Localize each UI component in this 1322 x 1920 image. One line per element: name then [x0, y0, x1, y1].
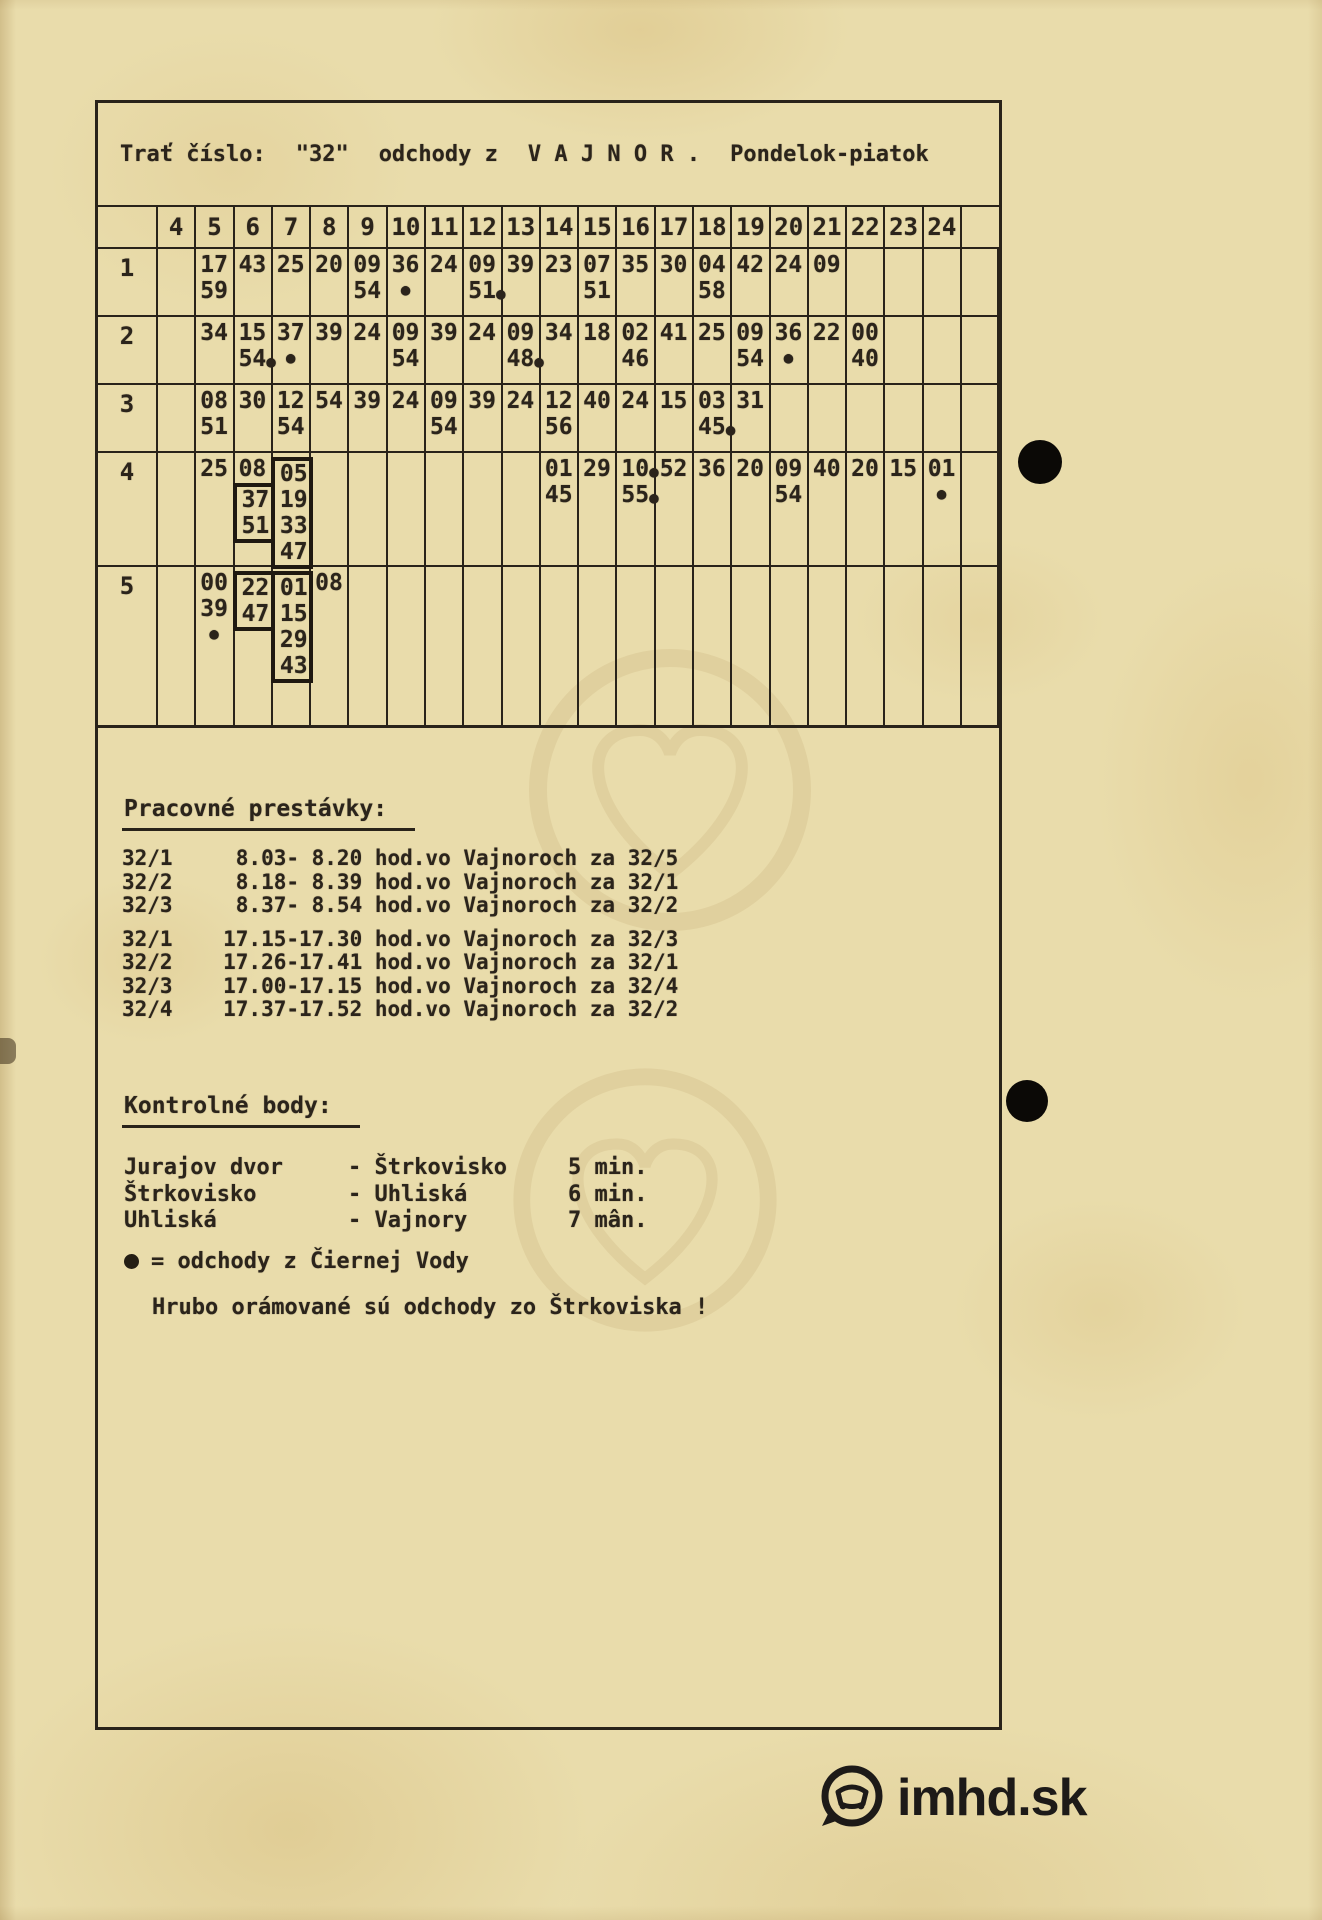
timetable-cell: [388, 567, 426, 725]
timetable-cell: [694, 249, 732, 317]
hour-header-cell: 11: [426, 207, 464, 249]
minute-value: 19: [279, 487, 308, 513]
timetable-cell: [388, 317, 426, 385]
run-number: 4: [98, 453, 158, 567]
timetable-cell: [579, 453, 617, 567]
minute-value: 20: [315, 252, 343, 278]
minute-value: 18: [583, 320, 611, 346]
minute-value: 31: [736, 388, 764, 414]
legend-bold-line: Hrubo orámované sú odchody zo Štrkoviska !: [152, 1295, 709, 1320]
minute-value: 09: [429, 388, 458, 414]
punch-hole: [1006, 1080, 1048, 1122]
minute-value: 56: [544, 414, 573, 440]
minute-value: 29: [279, 627, 308, 653]
minute-value: 24: [621, 388, 650, 414]
timetable-cell: [694, 317, 732, 385]
timetable-cell: [235, 385, 273, 453]
control-point-cell: 5 min.: [568, 1155, 648, 1180]
timetable-cell: [924, 317, 962, 385]
minute-value: 51: [200, 414, 228, 440]
title-label: Trať číslo:: [120, 141, 266, 167]
minute-value: 12: [276, 388, 305, 414]
minute-value: 43: [279, 653, 308, 679]
minute-value: 39: [506, 252, 535, 278]
timetable-cell: [273, 317, 311, 385]
breaks-group: [122, 847, 678, 918]
timetable-title: [98, 103, 999, 207]
timetable-cell: [273, 567, 311, 725]
timetable-cell: [196, 249, 234, 317]
timetable-cell: [885, 385, 923, 453]
minute-value: 47: [279, 539, 308, 565]
break-line: 32/2 8.18- 8.39 hod.vo Vajnoroch za 32/1: [122, 869, 679, 894]
minute-value: 07: [583, 252, 611, 278]
minute-value: 46: [621, 346, 650, 372]
control-point-cell: - Štrkovisko: [348, 1155, 507, 1180]
timetable-cell: [503, 249, 541, 317]
minute-value: 25: [200, 456, 228, 482]
minute-value: 36: [774, 320, 803, 346]
row-sliver: [962, 567, 999, 725]
minute-value: 29: [583, 456, 611, 482]
minute-value: 09: [353, 252, 382, 278]
timetable-cell: [426, 317, 464, 385]
timetable-cell: [311, 249, 349, 317]
timetable-cell: [694, 385, 736, 453]
minute-value: 00: [200, 570, 228, 596]
minute-value: 25: [276, 252, 305, 278]
timetable-cell: [885, 317, 923, 385]
control-point-row: [124, 1182, 647, 1209]
minute-value: 45: [544, 482, 573, 508]
timetable-cell: [464, 249, 506, 317]
minute-value: 37: [276, 320, 305, 346]
minute-value: 15: [238, 320, 267, 346]
timetable-cell: [349, 385, 387, 453]
minute-value: 39: [429, 320, 458, 346]
minute-value: 55●: [621, 482, 659, 508]
timetable-cell: [541, 317, 579, 385]
timetable-cell: [809, 249, 847, 317]
timetable-cell: [771, 317, 809, 385]
control-point-row: [124, 1208, 647, 1235]
timetable-cell: [847, 567, 885, 725]
break-line: 32/3 8.37- 8.54 hod.vo Vajnoroch za 32/2: [122, 893, 679, 917]
break-line: 32/4 17.37-17.52 hod.vo Vajnoroch za 32/2: [122, 997, 679, 1021]
hour-header-cell: 12: [464, 207, 502, 249]
departure-dot: ●: [495, 284, 506, 303]
minute-value: 08: [315, 570, 343, 596]
minute-value: 22: [241, 575, 270, 601]
timetable-cell: [196, 317, 234, 385]
minute-value: 00: [851, 320, 879, 346]
timetable-cell: [273, 249, 311, 317]
departure-dot: ●: [649, 462, 659, 481]
timetable-cell: [503, 567, 541, 725]
minute-value: 20: [736, 456, 764, 482]
hour-header-cell: 23: [885, 207, 923, 249]
timetable-cell: [885, 567, 923, 725]
timetable-cell: [924, 453, 962, 567]
timetable-cell: [771, 385, 809, 453]
timetable-cell: [541, 385, 579, 453]
minute-value: 40: [812, 456, 841, 482]
timetable-cell: [579, 249, 617, 317]
timetable-cell: [541, 567, 579, 725]
minute-value: 51: [241, 513, 270, 539]
timetable-cell: [809, 567, 847, 725]
timetable-cell: [885, 249, 923, 317]
row-sliver: [962, 249, 999, 317]
break-line: 32/2 17.26-17.41 hod.vo Vajnoroch za 32/1: [122, 950, 679, 974]
minute-value: 34: [544, 320, 573, 346]
timetable-cell: [349, 249, 387, 317]
timetable-cell: [426, 567, 464, 725]
timetable-cell: [503, 317, 544, 385]
departure-dot: ●: [783, 348, 794, 367]
minute-value: 45●: [697, 414, 736, 440]
minute-value: 42: [736, 252, 764, 278]
departure-dot: ●: [725, 420, 736, 439]
timetable-cell: [158, 249, 196, 317]
break-line: 32/1 17.15-17.30 hod.vo Vajnoroch za 32/3: [122, 926, 679, 951]
hour-header-cell: 10: [388, 207, 426, 249]
minute-value: 41: [659, 320, 688, 346]
timetable-cell: [426, 385, 464, 453]
minute-value: 22: [812, 320, 841, 346]
minute-value: 09: [468, 252, 496, 278]
timetable-cell: [847, 249, 885, 317]
imhd-logo-icon: [815, 1762, 887, 1834]
document-frame: [95, 100, 1002, 1730]
minute-value: 17: [200, 252, 228, 278]
timetable-cell: [847, 385, 885, 453]
timetable-cell: [732, 385, 770, 453]
hour-header-empty: [98, 207, 158, 249]
hour-header-cell: 9: [349, 207, 387, 249]
hour-header-cell: 15: [579, 207, 617, 249]
timetable-cell: [847, 453, 885, 567]
bold-frame: [271, 571, 313, 683]
timetable-cell: [349, 453, 387, 567]
scan-smudge: [0, 1038, 16, 1064]
minute-value: 01: [927, 456, 956, 482]
timetable-cell: [311, 385, 349, 453]
timetable-cell: [273, 385, 311, 453]
timetable-cell: [809, 453, 847, 567]
timetable-cell: [924, 249, 962, 317]
control-point-cell: 6 min.: [568, 1181, 648, 1207]
imhd-logo: [815, 1762, 1087, 1834]
hour-header-cell: 8: [311, 207, 349, 249]
departures-grid: [98, 207, 999, 728]
hour-header-cell: 20: [771, 207, 809, 249]
minute-value: 39: [315, 320, 343, 346]
timetable-cell: [235, 317, 276, 385]
minute-value: 09: [391, 320, 420, 346]
timetable-cell: [694, 567, 732, 725]
timetable-cell: [158, 567, 196, 725]
minute-value: 54: [276, 414, 305, 440]
hour-header-cell: 14: [541, 207, 579, 249]
departure-dot: ●: [534, 352, 544, 371]
timetable-cell: [158, 453, 196, 567]
minute-value: 08: [238, 456, 267, 482]
punch-hole: [1018, 440, 1062, 484]
timetable-cell: [924, 567, 962, 725]
minute-value: 12: [544, 388, 573, 414]
timetable-cell: [579, 567, 617, 725]
run-number: 2: [98, 317, 158, 385]
minute-value: 09: [736, 320, 764, 346]
legend-dot-line: [124, 1249, 469, 1274]
minute-value: 40: [583, 388, 611, 414]
run-number: 3: [98, 385, 158, 453]
minute-value: 36: [391, 252, 420, 278]
timetable-cell: [656, 249, 694, 317]
title-station: V A J N O R .: [527, 141, 701, 167]
timetable-cell: [656, 385, 694, 453]
hour-header-cell: 17: [656, 207, 694, 249]
minute-value: 51●: [468, 278, 506, 304]
hour-header-cell: 18: [694, 207, 732, 249]
minute-value: 24: [429, 252, 458, 278]
timetable-cell: [656, 567, 694, 725]
breaks-list: [122, 847, 678, 1032]
timetable-cell: [541, 453, 579, 567]
run-number: 1: [98, 249, 158, 317]
minute-value: 30: [659, 252, 688, 278]
breaks-group: [122, 928, 678, 1022]
minute-value: 25: [697, 320, 726, 346]
timetable-cell: [388, 453, 426, 567]
timetable-cell: [617, 385, 655, 453]
minute-value: 08: [200, 388, 228, 414]
timetable-cell: [464, 453, 502, 567]
minute-value: 10●: [621, 456, 659, 482]
timetable-cell: [656, 453, 694, 567]
timetable-cell: [311, 317, 349, 385]
timetable-cell: [732, 567, 770, 725]
minute-value: 54: [315, 388, 343, 414]
timetable-cell: [235, 249, 273, 317]
timetable-cell: [732, 317, 770, 385]
minute-value: 24: [353, 320, 382, 346]
breaks-heading: Pracovné prestávky:: [122, 796, 415, 831]
timetable-cell: [426, 453, 464, 567]
row-sliver: [962, 317, 999, 385]
bold-frame: [233, 483, 275, 543]
minute-value: 59: [200, 278, 228, 304]
departure-dot: ●: [400, 280, 411, 299]
minute-value: 09: [774, 456, 803, 482]
timetable-cell: [809, 317, 847, 385]
timetable-cell: [235, 567, 273, 725]
hour-header-cell: 5: [196, 207, 234, 249]
timetable-cell: [196, 567, 234, 725]
timetable-cell: [847, 317, 885, 385]
hour-header-cell: 13: [503, 207, 541, 249]
minute-value: 24: [468, 320, 496, 346]
timetable-cell: [349, 317, 387, 385]
timetable-cell: [617, 567, 655, 725]
control-point-cell: - Vajnory: [348, 1208, 468, 1233]
timetable-cell: [809, 385, 847, 453]
minute-value: 52: [659, 456, 688, 482]
timetable-cell: [617, 317, 655, 385]
timetable-cell: [885, 453, 923, 567]
hour-header-cell: 4: [158, 207, 196, 249]
minute-value: 15: [659, 388, 688, 414]
timetable-cell: [503, 385, 541, 453]
minute-value: 54: [736, 346, 764, 372]
timetable-cell: [464, 317, 502, 385]
minute-value: 15: [889, 456, 918, 482]
minute-value: 01: [544, 456, 573, 482]
departure-dot: ●: [209, 624, 219, 643]
title-route-number: "32": [295, 141, 349, 167]
timetable-cell: [656, 317, 694, 385]
timetable-cell: [426, 249, 464, 317]
timetable-cell: [273, 453, 311, 567]
break-line: 32/1 8.03- 8.20 hod.vo Vajnoroch za 32/5: [122, 846, 679, 870]
timetable-cell: [732, 453, 770, 567]
timetable-cell: [579, 317, 617, 385]
timetable-cell: [579, 385, 617, 453]
timetable-cell: [158, 385, 196, 453]
minute-value: 05: [279, 461, 308, 487]
hour-header-cell: 7: [273, 207, 311, 249]
hour-header-cell: 21: [809, 207, 847, 249]
timetable-cell: [771, 453, 809, 567]
timetable-cell: [503, 453, 541, 567]
timetable-cell: [771, 567, 809, 725]
control-points-list: [124, 1155, 647, 1235]
control-points-heading: Kontrolné body:: [122, 1093, 360, 1128]
control-point-cell: Štrkovisko: [124, 1181, 257, 1207]
timetable-cell: [732, 249, 770, 317]
timetable-cell: [311, 453, 349, 567]
timetable-cell: [771, 249, 809, 317]
timetable-cell: [388, 249, 426, 317]
timetable-cell: [158, 317, 196, 385]
timetable-cell: [541, 249, 579, 317]
minute-value: 54: [391, 346, 420, 372]
minute-value: 54●: [238, 346, 276, 372]
timetable-cell: [196, 385, 234, 453]
break-line: 32/3 17.00-17.15 hod.vo Vajnoroch za 32/4: [122, 973, 679, 998]
hour-header-cell: 6: [235, 207, 273, 249]
minute-value: 39: [353, 388, 382, 414]
minute-value: 15: [279, 601, 308, 627]
hour-header-cell: 19: [732, 207, 770, 249]
minute-value: 24: [774, 252, 803, 278]
title-days: Pondelok-piatok: [730, 141, 929, 167]
minute-value: 30: [238, 388, 267, 414]
minute-value: 37: [241, 487, 270, 513]
timetable-cell: [311, 567, 349, 725]
imhd-logo-text: imhd.sk: [897, 1769, 1087, 1827]
minute-value: 54: [774, 482, 803, 508]
dot-icon: [124, 1254, 139, 1269]
timetable-cell: [617, 249, 655, 317]
minute-value: 48●: [506, 346, 544, 372]
minute-value: 01: [279, 575, 308, 601]
timetable-cell: [464, 385, 502, 453]
minute-value: 40: [851, 346, 879, 372]
minute-value: 39: [200, 596, 228, 622]
timetable-cell: [694, 453, 732, 567]
minute-value: 09: [812, 252, 841, 278]
minute-value: 54: [353, 278, 382, 304]
hour-header-sliver: [962, 207, 999, 249]
title-middle: odchody z: [378, 141, 498, 167]
minute-value: 02: [621, 320, 650, 346]
control-point-cell: 7 mân.: [568, 1208, 648, 1233]
control-point-cell: Uhliská: [124, 1208, 217, 1233]
hour-header-cell: 16: [617, 207, 655, 249]
minute-value: 54: [429, 414, 458, 440]
timetable-cell: [617, 453, 659, 567]
minute-value: 43: [238, 252, 267, 278]
minute-value: 51: [583, 278, 611, 304]
minute-value: 58: [697, 278, 726, 304]
minute-value: 09: [506, 320, 535, 346]
timetable-cell: [196, 453, 234, 567]
hour-header-cell: 22: [847, 207, 885, 249]
row-sliver: [962, 453, 999, 567]
control-point-row: [124, 1155, 647, 1182]
legend-dot-text: = odchody z Čiernej Vody: [151, 1249, 469, 1274]
minute-value: 35: [621, 252, 650, 278]
minute-value: 39: [468, 388, 496, 414]
minute-value: 20: [851, 456, 879, 482]
departure-dot: ●: [649, 488, 659, 507]
timetable-cell: [924, 385, 962, 453]
minute-value: 36: [697, 456, 726, 482]
minute-value: 47: [241, 601, 270, 627]
departure-dot: ●: [936, 484, 947, 503]
bold-frame: [271, 457, 313, 569]
minute-value: 24: [391, 388, 420, 414]
control-point-cell: Jurajov dvor: [124, 1155, 283, 1180]
hour-header-cell: 24: [924, 207, 962, 249]
timetable-cell: [464, 567, 502, 725]
minute-value: 04: [697, 252, 726, 278]
minute-value: 33: [279, 513, 308, 539]
minute-value: 34: [200, 320, 228, 346]
minute-value: 23: [544, 252, 573, 278]
row-sliver: [962, 385, 999, 453]
minute-value: 03: [697, 388, 726, 414]
departure-dot: ●: [285, 348, 296, 367]
departure-dot: ●: [266, 352, 276, 371]
minute-value: 24: [506, 388, 535, 414]
timetable-cell: [388, 385, 426, 453]
timetable-cell: [235, 453, 273, 567]
control-point-cell: - Uhliská: [348, 1181, 468, 1207]
timetable-cell: [349, 567, 387, 725]
run-number: 5: [98, 567, 158, 725]
bold-frame: [233, 571, 275, 631]
